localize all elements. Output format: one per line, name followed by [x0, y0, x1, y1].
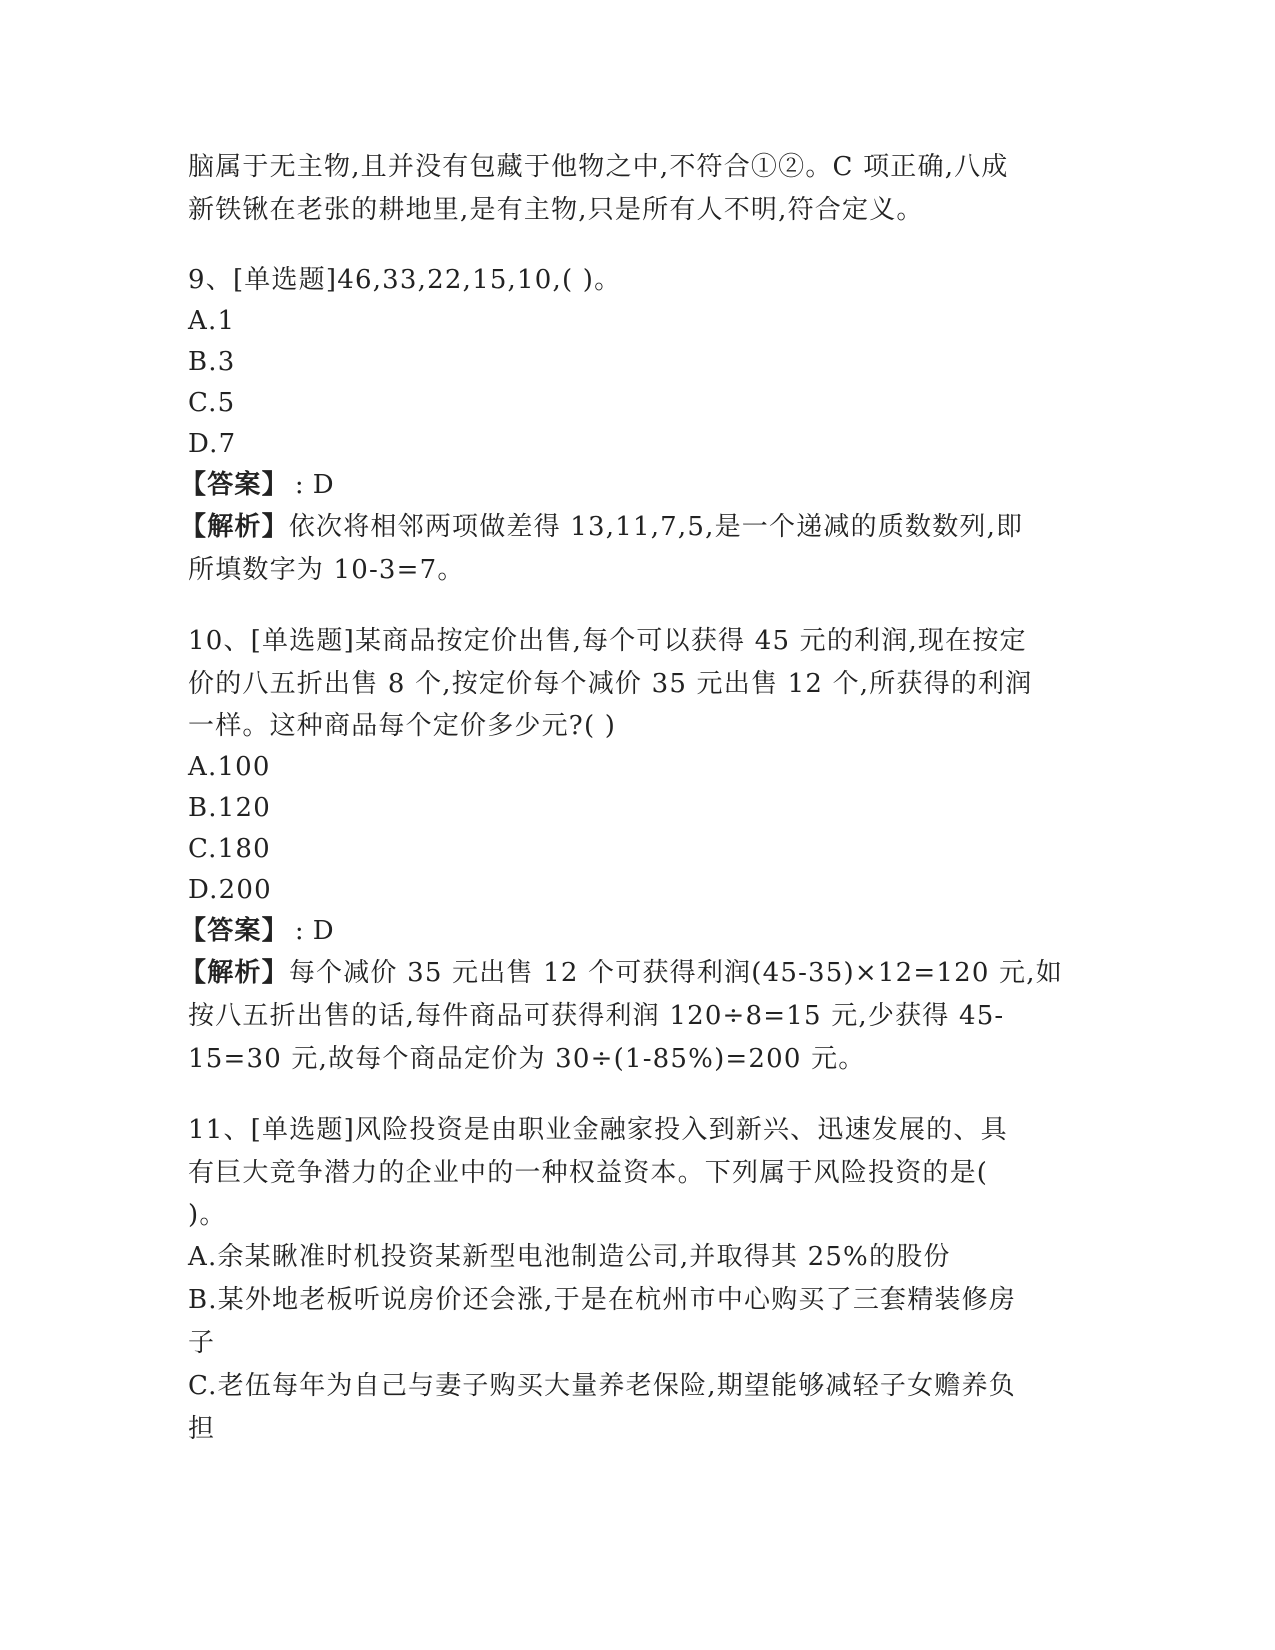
- question-stem-line-1: 10、[单选题]某商品按定价出售,每个可以获得 45 元的利润,现在按定: [188, 626, 1027, 656]
- answer-label: 【答案】: [180, 916, 289, 946]
- question-10: [180, 620, 1088, 1081]
- question-stem-line-2: 价的八五折出售 8 个,按定价每个减价 35 元出售 12 个,所获得的利润: [188, 669, 1033, 699]
- option-d: D.200: [188, 875, 272, 905]
- section-gap: [188, 232, 1088, 260]
- option-b: B.3: [188, 347, 236, 377]
- answer-label: 【答案】: [180, 470, 289, 500]
- answer-colon: :: [294, 916, 305, 946]
- analysis-label: 【解析】: [180, 512, 289, 542]
- analysis-text: 每个减价 35 元出售 12 个可获得利润(45-35)×12=120 元,如: [288, 958, 1063, 988]
- analysis-text: 依次将相邻两项做差得 13,11,7,5,是一个递减的质数数列,即: [288, 512, 1024, 542]
- option-c: C.180: [188, 834, 271, 864]
- analysis-line-3: 15=30 元,故每个商品定价为 30÷(1-85%)=200 元。: [188, 1044, 866, 1074]
- analysis-label: 【解析】: [180, 958, 289, 988]
- document-page: [180, 146, 1088, 1451]
- option-b-line-2: 子: [188, 1328, 216, 1358]
- option-c: C.5: [188, 388, 236, 418]
- answer-value: D: [312, 470, 335, 500]
- question-stem: 9、[单选题]46,33,22,15,10,( )。: [188, 265, 622, 295]
- question-stem-line-3: 一样。这种商品每个定价多少元?( ): [188, 711, 617, 741]
- option-c-line-2: 担: [188, 1414, 216, 1444]
- option-a: A.1: [188, 306, 236, 336]
- analysis-line-1: [180, 506, 1088, 549]
- question-9: [180, 260, 1088, 592]
- option-b-line-1: B.某外地老板听说房价还会涨,于是在杭州市中心购买了三套精装修房: [188, 1285, 1017, 1315]
- analysis-line-2: 所填数字为 10-3=7。: [188, 555, 465, 585]
- option-a: A.余某瞅准时机投资某新型电池制造公司,并取得其 25%的股份: [188, 1242, 951, 1272]
- analysis-line-1: [180, 952, 1088, 995]
- option-b: B.120: [188, 793, 271, 823]
- section-gap: [188, 1081, 1088, 1109]
- option-a: A.100: [188, 752, 271, 782]
- intro-line-1: 脑属于无主物,且并没有包藏于他物之中,不符合①②。C 项正确,八成: [188, 152, 1009, 182]
- question-stem-line-1: 11、[单选题]风险投资是由职业金融家投入到新兴、迅速发展的、具: [188, 1115, 1008, 1145]
- answer-value: D: [312, 916, 335, 946]
- question-11: [188, 1109, 1088, 1451]
- analysis-line-2: 按八五折出售的话,每件商品可获得利润 120÷8=15 元,少获得 45-: [188, 1001, 1005, 1031]
- option-d: D.7: [188, 429, 237, 459]
- answer-line: [180, 465, 1088, 506]
- section-gap: [188, 592, 1088, 620]
- question-stem-line-3: )。: [188, 1200, 227, 1230]
- intro-line-2: 新铁锹在老张的耕地里,是有主物,只是所有人不明,符合定义。: [188, 195, 924, 225]
- answer-colon: :: [294, 470, 305, 500]
- option-c-line-1: C.老伍每年为自己与妻子购买大量养老保险,期望能够减轻子女赡养负: [188, 1371, 1016, 1401]
- question-stem-line-2: 有巨大竞争潜力的企业中的一种权益资本。下列属于风险投资的是(: [188, 1158, 989, 1188]
- answer-line: [180, 911, 1088, 952]
